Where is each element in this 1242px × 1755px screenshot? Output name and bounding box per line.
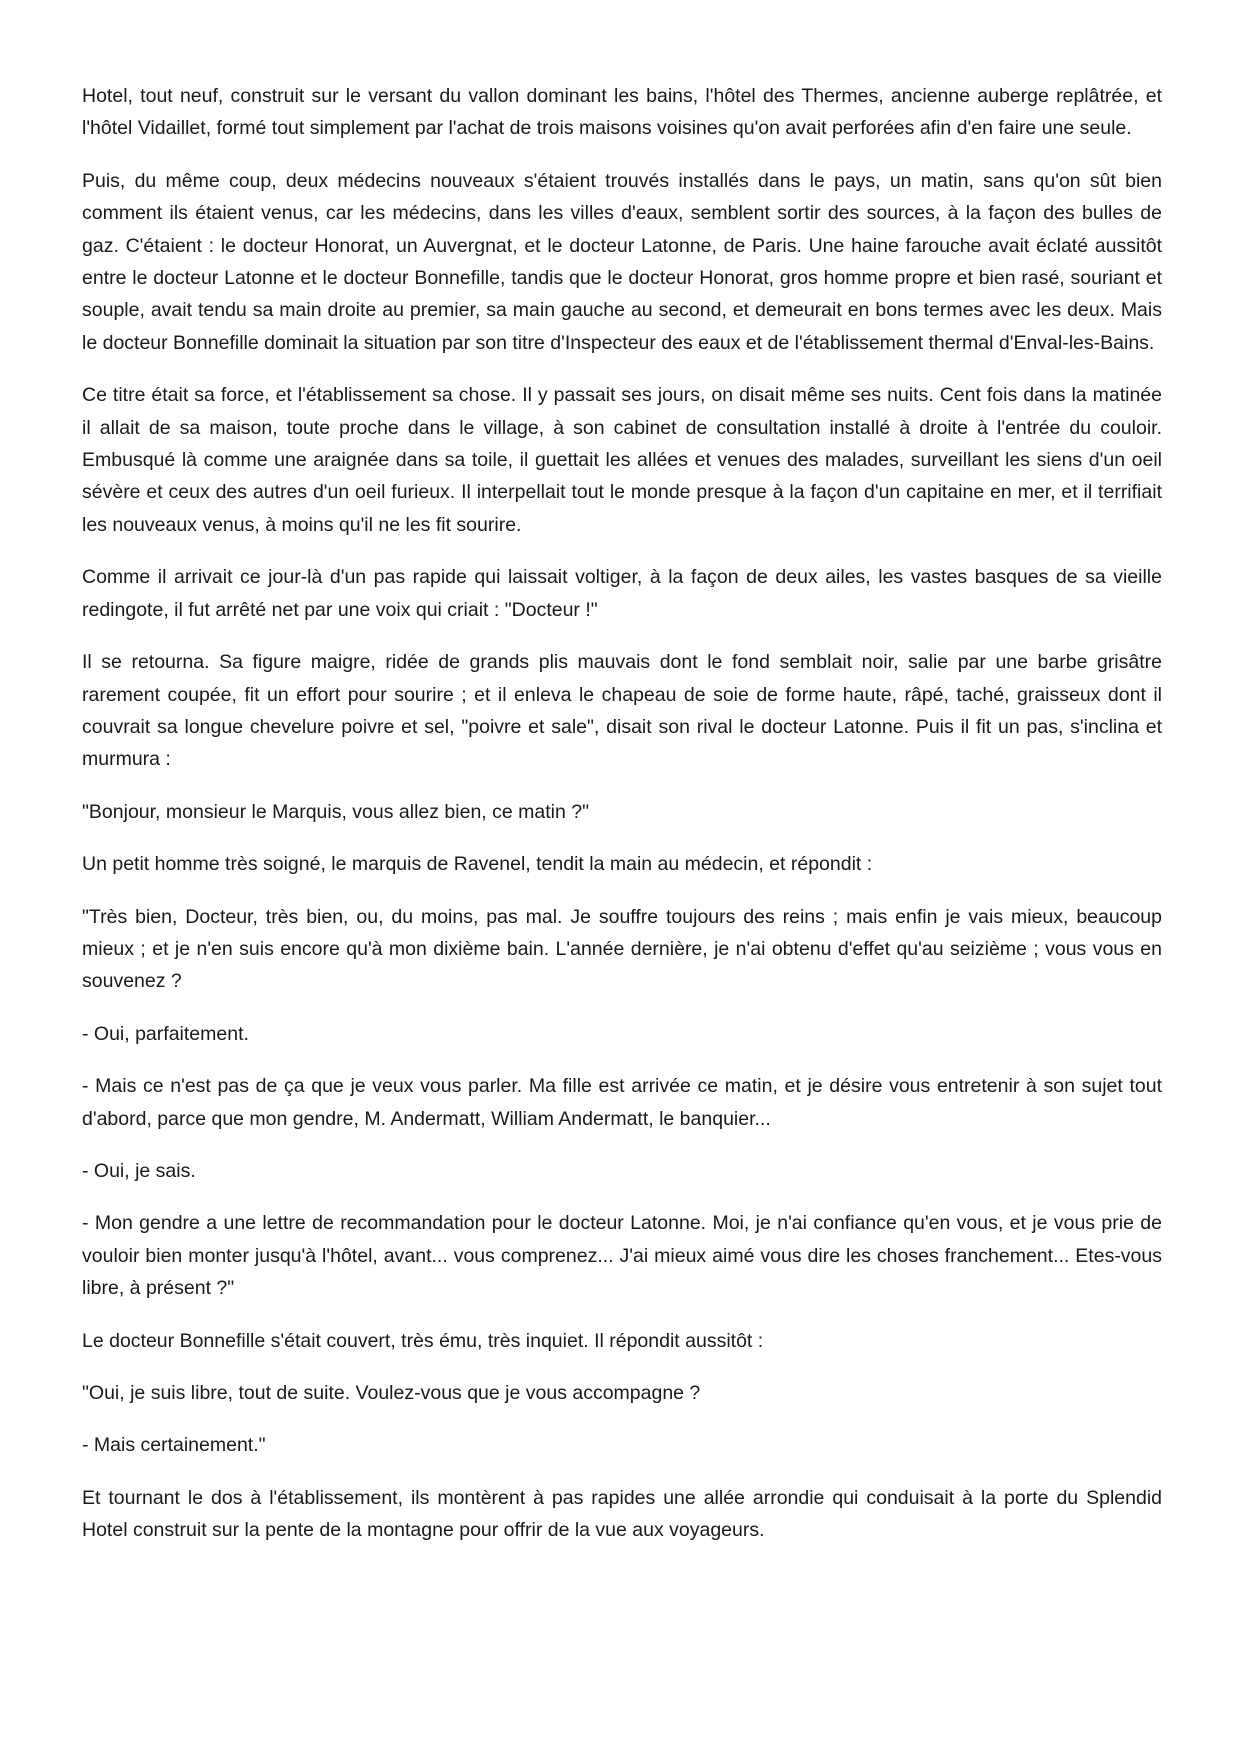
paragraph-2: Puis, du même coup, deux médecins nouveaux s'étaient trouvés installés dans le pays, un matin, sans qu'on sût bien comment ils étaient venus, car les médecins, dans les villes d'eaux, semblent sortir des sources, à la façon des bulles de gaz. C'étaient : le docteur Honorat, un Auvergnat, et le docteur Latonne, de Paris. Une haine farouche avait éclaté aussitôt entre le docteur Latonne et le docteur Bonnefille, tandis que le docteur Honorat, gros homme propre et bien rasé, souriant et souple, avait tendu sa main droite au premier, sa main gauche au second, et demeurait en bons termes avec les deux. Mais le docteur Bonnefille dominait la situation par son titre d'Inspecteur des eaux et de l'établissement thermal d'Enval-les-Bains. bbox=[82, 169, 1162, 354]
paragraph-7: Un petit homme très soigné, le marquis de Ravenel, tendit la main au médecin, et répondit : bbox=[82, 853, 873, 876]
paragraph-4: Comme il arrivait ce jour-là d'un pas rapide qui laissait voltiger, à la façon de deux ailes, les vastes basques de sa vieille redingote, il fut arrêté net par une voix qui criait : "Docteur !" bbox=[82, 566, 1162, 621]
paragraph-14: "Oui, je suis libre, tout de suite. Voulez-vous que je vous accompagne ? bbox=[82, 1382, 701, 1404]
paragraph-15: - Mais certainement." bbox=[82, 1434, 266, 1457]
paragraph-10: - Mais ce n'est pas de ça que je veux vous parler. Ma fille est arrivée ce matin, et je désire vous entretenir à son sujet tout d'abord, parce que mon gendre, M. Andermatt, William Andermatt, le banquier... bbox=[82, 1075, 1162, 1130]
paragraph-12: - Mon gendre a une lettre de recommandation pour le docteur Latonne. Moi, je n'ai confiance qu'en vous, et je vous prie de vouloir bien monter jusqu'à l'hôtel, avant... vous comprenez... J'ai mieux aimé vous dire les choses franchement... Etes-vous libre, à présent ?" bbox=[82, 1212, 1162, 1300]
paragraph-1: Hotel, tout neuf, construit sur le versant du vallon dominant les bains, l'hôtel des Thermes, ancienne auberge replâtrée, et l'hôtel Vidaillet, formé tout simplement par l'achat de trois maisons voisines qu'on avait perforées afin d'en faire une seule. bbox=[82, 85, 1162, 140]
paragraph-11: - Oui, je sais. bbox=[82, 1159, 196, 1182]
paragraph-3: Ce titre était sa force, et l'établissement sa chose. Il y passait ses jours, on disait même ses nuits. Cent fois dans la matinée il allait de sa maison, toute proche dans le village, à son cabinet de consultation installé à droite à l'entrée du couloir. Embusqué là comme une araignée dans sa toile, il guettait les allées et venues des malades, surveillant les siens d'un oeil sévère et ceux des autres d'un oeil furieux. Il interpellait tout le monde presque à la façon d'un capitaine en mer, et il terrifiait les nouveaux venus, à moins qu'il ne les fit sourire. bbox=[82, 384, 1162, 536]
paragraph-8: "Très bien, Docteur, très bien, ou, du moins, pas mal. Je souffre toujours des reins ; mais enfin je vais mieux, beaucoup mieux ; et je n'en suis encore qu'à mon dixième bain. L'année dernière, je n'ai obtenu d'effet qu'au seizième ; vous vous en souvenez ? bbox=[82, 905, 1162, 993]
document-page bbox=[82, 80, 1162, 1567]
paragraph-9: - Oui, parfaitement. bbox=[82, 1022, 249, 1045]
paragraph-5: Il se retourna. Sa figure maigre, ridée de grands plis mauvais dont le fond semblait noir, salie par une barbe grisâtre rarement coupée, fit un effort pour sourire ; et il enleva le chapeau de soie de forme haute, râpé, taché, graisseux dont il couvrait sa longue chevelure poivre et sel, "poivre et sale", disait son rival le docteur Latonne. Puis il fit un pas, s'inclina et murmura : bbox=[82, 651, 1162, 771]
paragraph-6: "Bonjour, monsieur le Marquis, vous allez bien, ce matin ?" bbox=[82, 800, 590, 823]
paragraph-13: Le docteur Bonnefille s'était couvert, très ému, très inquiet. Il répondit aussitôt : bbox=[82, 1329, 764, 1352]
paragraph-16: Et tournant le dos à l'établissement, ils montèrent à pas rapides une allée arrondie qui conduisait à la porte du Splendid Hotel construit sur la pente de la montagne pour offrir de la vue aux voyageurs. bbox=[82, 1486, 1162, 1542]
